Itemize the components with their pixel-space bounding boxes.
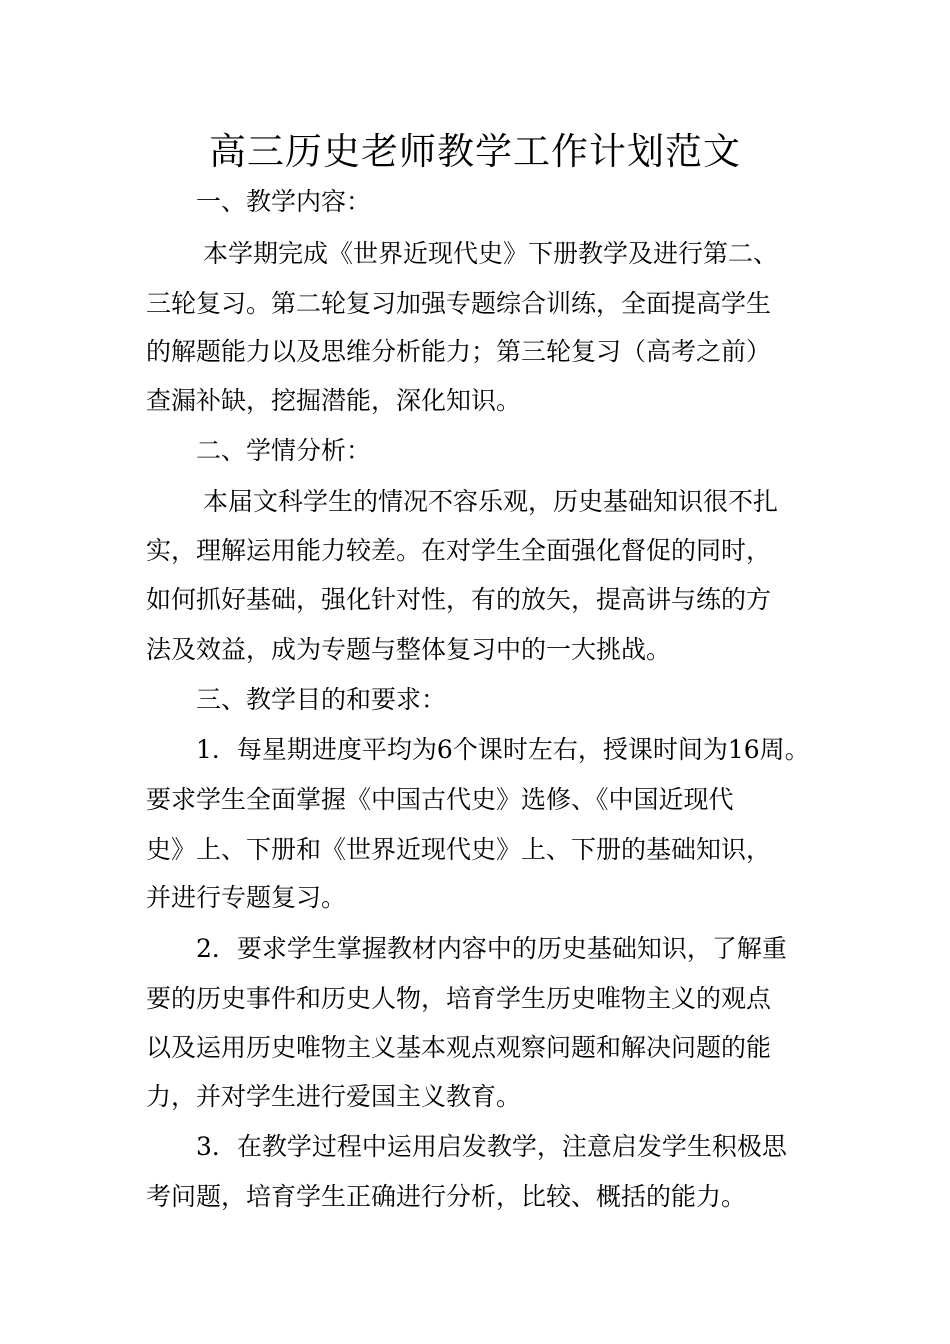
paragraph-line: 力，并对学生进行爱国主义教育。 (146, 1082, 522, 1111)
paragraph-line: 三轮复习。第二轮复习加强专题综合训练，全面提高学生 (146, 289, 772, 318)
paragraph-line: 如何抓好基础，强化针对性，有的放矢，提高讲与练的方 (146, 585, 772, 614)
paragraph-line: 的解题能力以及思维分析能力；第三轮复习（高考之前） (146, 337, 772, 366)
paragraph-line: 以及运用历史唯物主义基本观点观察问题和解决问题的能 (146, 1033, 772, 1062)
paragraph-line: 本学期完成《世界近现代史》下册教学及进行第二、 (203, 239, 779, 268)
paragraph-line: 实，理解运用能力较差。在对学生全面强化督促的同时， (146, 536, 772, 565)
section-heading-goals: 三、教学目的和要求： (196, 685, 447, 714)
paragraph-line: 查漏补缺，挖掘潜能，深化知识。 (146, 386, 522, 415)
paragraph-line: 法及效益，成为专题与整体复习中的一大挑战。 (146, 635, 672, 664)
paragraph-line: 考问题，培育学生正确进行分析，比较、概括的能力。 (146, 1182, 747, 1211)
paragraph-line: 1．每星期进度平均为6个课时左右，授课时间为16周。 (196, 735, 810, 764)
section-heading-teaching-content: 一、教学内容： (196, 187, 372, 216)
paragraph-line: 史》上、下册和《世界近现代史》上、下册的基础知识， (146, 835, 772, 864)
paragraph-line: 要求学生全面掌握《中国古代史》选修、《中国近现代 (146, 785, 734, 814)
paragraph-line: 2．要求学生掌握教材内容中的历史基础知识，了解重 (196, 934, 787, 963)
paragraph-line: 并进行专题复习。 (146, 883, 347, 912)
paragraph-line: 本届文科学生的情况不容乐观，历史基础知识很不扎 (203, 487, 779, 516)
paragraph-line: 3．在教学过程中运用启发教学，注意启发学生积极思 (196, 1132, 787, 1161)
document-title: 高三历史老师教学工作计划范文 (209, 130, 741, 173)
paragraph-line: 要的历史事件和历史人物，培育学生历史唯物主义的观点 (146, 984, 772, 1013)
section-heading-student-analysis: 二、学情分析： (196, 436, 372, 465)
